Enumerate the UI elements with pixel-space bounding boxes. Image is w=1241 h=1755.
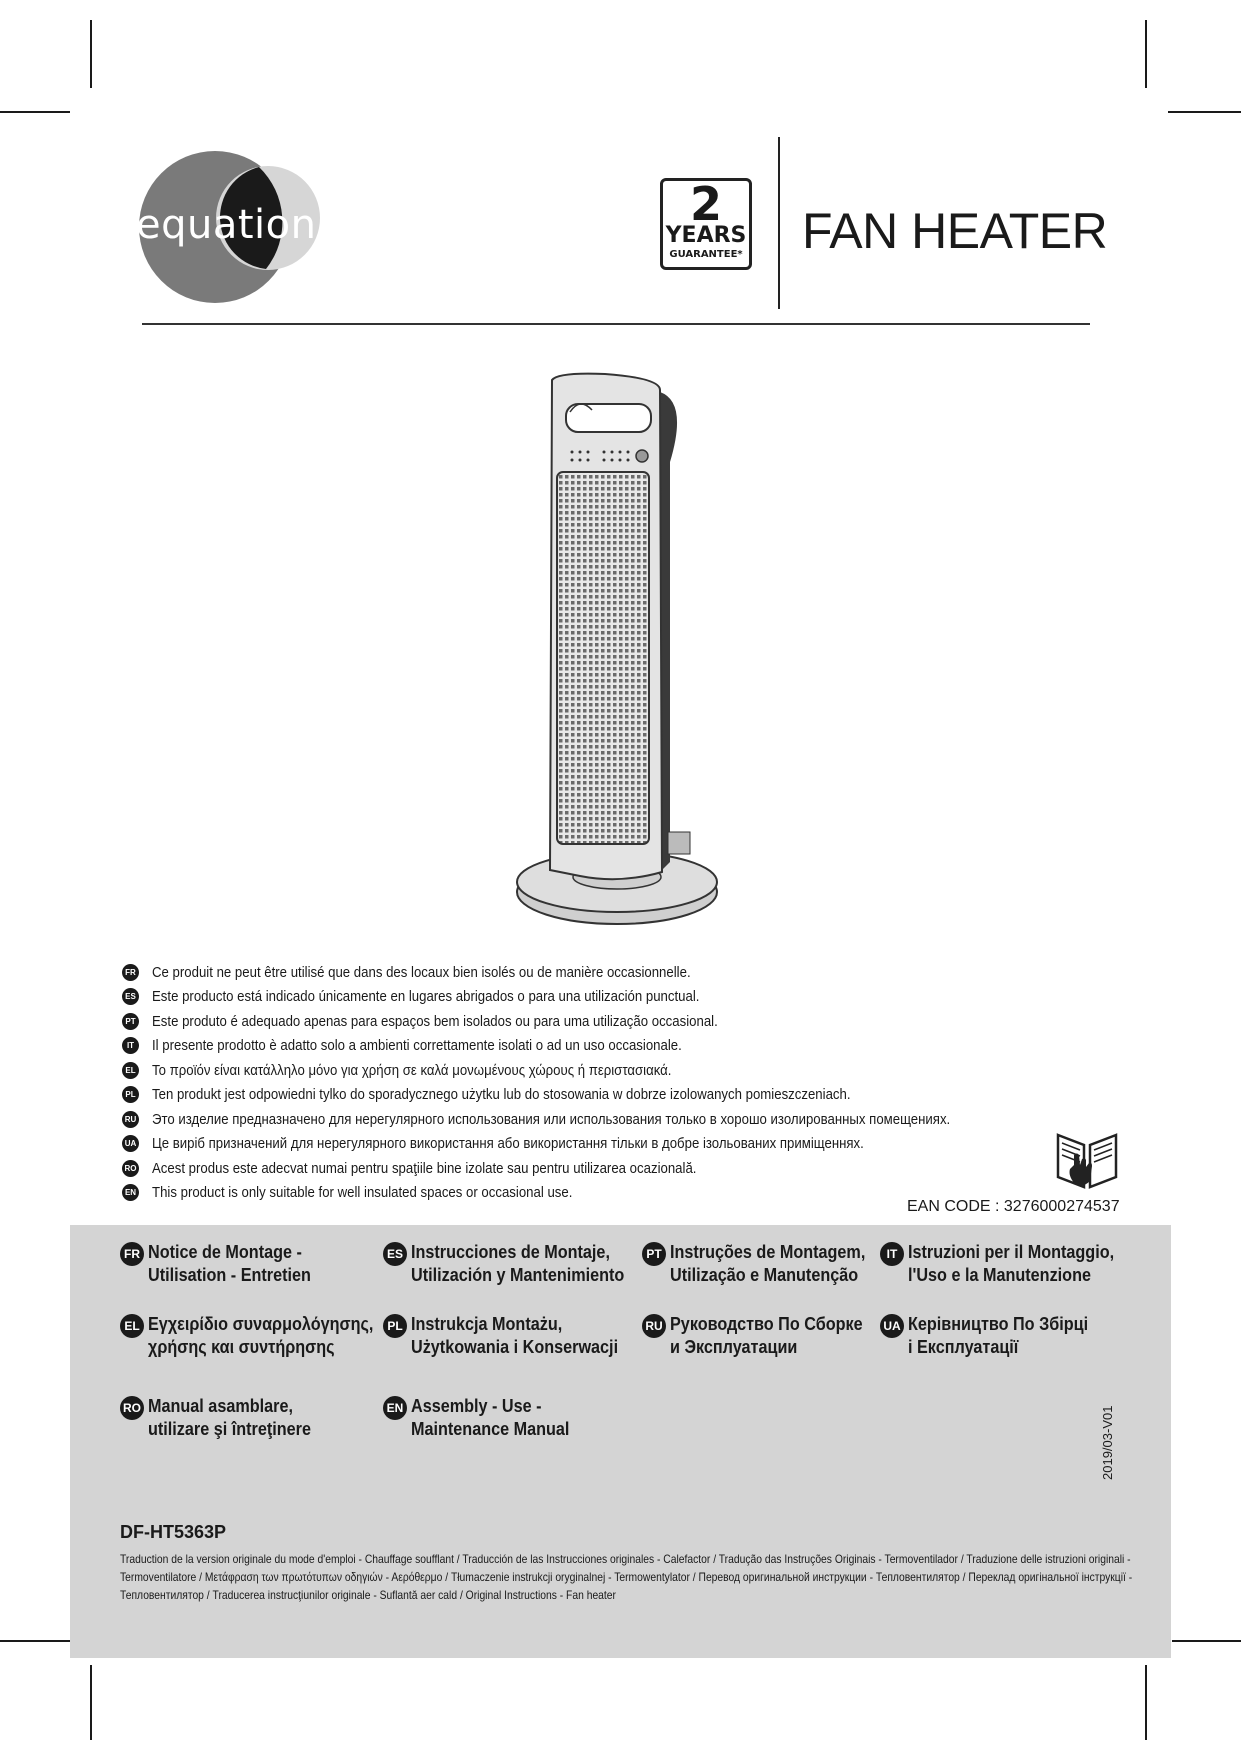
notice-row: [122, 1132, 1059, 1157]
notice-row: [122, 1107, 1059, 1132]
notice-text: This product is only suitable for well insulated spaces or occasional use.: [152, 1184, 573, 1202]
manual-title-pt: [642, 1241, 887, 1287]
crop-mark: [1172, 1640, 1241, 1642]
manual-title-line: Utilización y Mantenimiento: [411, 1265, 625, 1285]
manual-title-el: [120, 1313, 398, 1359]
model-number: DF-HT5363P: [120, 1522, 227, 1542]
page-title: FAN HEATER: [802, 203, 1108, 259]
lang-badge: UA: [880, 1314, 904, 1338]
translation-line: Termoventilatore / Μετάφραση των πρωτότυπων οδηγιών - Αερόθερμο / Tłumaczenie instrukcji oryginalnej - Termowentylator / Перевод оригинальной инструкции - Тепловентилятор / Переклад оригінальної інструкції -: [120, 1570, 1133, 1584]
manual-title-line: Utilisation - Entretien: [148, 1265, 311, 1285]
crop-mark: [90, 20, 92, 88]
translation-notes: [120, 1550, 1133, 1604]
lang-badge: RO: [120, 1396, 144, 1420]
manual-title-ru: [642, 1313, 884, 1359]
notice-text: Il presente prodotto è adatto solo a ambienti correttamente isolati o ad un uso occasionale.: [152, 1037, 682, 1055]
manual-title-line: Instrukcja Montażu,: [411, 1314, 563, 1334]
manual-title-line: Użytkowania i Konserwacji: [411, 1337, 619, 1357]
lang-badge: RO: [122, 1160, 139, 1177]
crop-mark: [1168, 111, 1241, 113]
notice-row: [122, 985, 1059, 1010]
notice-text: Το προϊόν είναι κατάλληλο μόνο για χρήση σε καλά μονωμένους χώρους ή περιστασιακά.: [152, 1061, 672, 1079]
manual-title-line: l'Uso e la Manutenzione: [908, 1265, 1091, 1285]
lang-badge: IT: [880, 1242, 904, 1266]
fan-heater-illustration: [510, 372, 725, 927]
manual-title-pl: [383, 1313, 641, 1359]
manual-title-fr: [120, 1241, 329, 1287]
notice-text: Это изделие предназначено для нерегулярного использования или использования только в хорошо изолированных помещениях.: [152, 1110, 951, 1128]
manual-title-line: Керівництво По Збірці: [908, 1314, 1089, 1334]
guarantee-label: GUARANTEE*: [669, 249, 743, 260]
manual-title-line: Utilização e Manutenção: [670, 1265, 859, 1285]
manual-title-line: utilizare şi întreţinere: [148, 1419, 311, 1439]
notice-row: [122, 960, 1059, 985]
lang-badge: PT: [122, 1013, 139, 1030]
notice-text: Acest produs este adecvat numai pentru spaţiile bine izolate sau pentru utilizarea ocazională.: [152, 1159, 697, 1177]
manual-title-line: Assembly - Use -: [411, 1396, 542, 1416]
version-code: 2019/03-V01: [1100, 1405, 1115, 1480]
lang-badge: EL: [122, 1062, 139, 1079]
manual-title-line: Instrucciones de Montaje,: [411, 1242, 610, 1262]
manual-title-it: [880, 1241, 1137, 1287]
guarantee-years: YEARS: [665, 223, 747, 248]
lang-badge: PL: [122, 1086, 139, 1103]
lang-badge: ES: [383, 1242, 407, 1266]
crop-mark: [0, 111, 70, 113]
manual-title-en: [383, 1395, 587, 1441]
manual-title-line: Instruções de Montagem,: [670, 1242, 866, 1262]
lang-badge: EL: [120, 1314, 144, 1338]
lang-badge: EN: [383, 1396, 407, 1420]
lang-badge: EN: [122, 1184, 139, 1201]
notice-text: Це виріб призначений для нерегулярного використання або використання тільки в добре ізольованих приміщеннях.: [152, 1135, 864, 1153]
lang-badge: RU: [122, 1111, 139, 1128]
translation-line: Тепловентилятор / Traducerea instrucţiunilor originale - Suflantă aer cald / Original Instructions - Fan heater: [120, 1588, 616, 1602]
lang-badge: FR: [122, 964, 139, 981]
manual-title-line: Maintenance Manual: [411, 1419, 570, 1439]
notice-text: Este producto está indicado únicamente en lugares abrigados o para una utilización punctual.: [152, 988, 700, 1006]
manual-title-line: Manual asamblare,: [148, 1396, 293, 1416]
manual-title-ro: [120, 1395, 329, 1441]
ean-code: EAN CODE : 3276000274537: [907, 1198, 1120, 1215]
notice-row: [122, 1009, 1059, 1034]
guarantee-badge: [660, 178, 752, 270]
notice-row: [122, 1083, 1059, 1108]
notice-text: Ten produkt jest odpowiedni tylko do sporadycznego użytku lub do stosowania w dobrze izolowanych pomieszczeniach.: [152, 1086, 851, 1104]
crop-mark: [1145, 20, 1147, 88]
lang-badge: RU: [642, 1314, 666, 1338]
crop-mark: [0, 1640, 70, 1642]
manual-title-line: Руководство По Сборке: [670, 1314, 863, 1334]
lang-badge: PT: [642, 1242, 666, 1266]
manual-title-line: и Эксплуатации: [670, 1337, 798, 1357]
manual-title-line: Notice de Montage -: [148, 1242, 302, 1262]
notice-row: [122, 1058, 1059, 1083]
read-manual-icon: [1052, 1125, 1122, 1193]
crop-mark: [90, 1665, 92, 1740]
translation-line: Traduction de la version originale du mode d'emploi - Chauffage soufflant / Traducción de las Instrucciones originales - Calefactor / Tradução das Instruções Originais - Termoventilador / Traduzione delle istruzioni originali -: [120, 1552, 1131, 1566]
header-divider: [778, 137, 780, 309]
lang-badge: ES: [122, 988, 139, 1005]
usage-notices: [122, 960, 1059, 1205]
logo-text: equation: [136, 202, 317, 248]
lang-badge: PL: [383, 1314, 407, 1338]
guarantee-number: 2: [689, 177, 722, 231]
manual-title-line: Istruzioni per il Montaggio,: [908, 1242, 1115, 1262]
notice-text: Ce produit ne peut être utilisé que dans des locaux bien isolés ou de manière occasionnelle.: [152, 963, 691, 981]
notice-row: [122, 1034, 1059, 1059]
lang-badge: FR: [120, 1242, 144, 1266]
notice-text: Este produto é adequado apenas para espaços bem isolados ou para uma utilização occasional.: [152, 1012, 718, 1030]
manual-title-ua: [880, 1313, 1108, 1359]
brand-logo: [138, 150, 328, 305]
notice-row: [122, 1156, 1059, 1181]
lang-badge: IT: [122, 1037, 139, 1054]
manual-title-es: [383, 1241, 648, 1287]
lang-badge: UA: [122, 1135, 139, 1152]
manual-title-line: і Експлуатації: [908, 1337, 1019, 1357]
manual-title-line: Εγχειρίδιο συναρμολόγησης,: [148, 1314, 374, 1334]
manual-title-line: χρήσης και συντήρησης: [148, 1337, 335, 1357]
crop-mark: [1145, 1665, 1147, 1740]
header-rule: [142, 323, 1090, 325]
